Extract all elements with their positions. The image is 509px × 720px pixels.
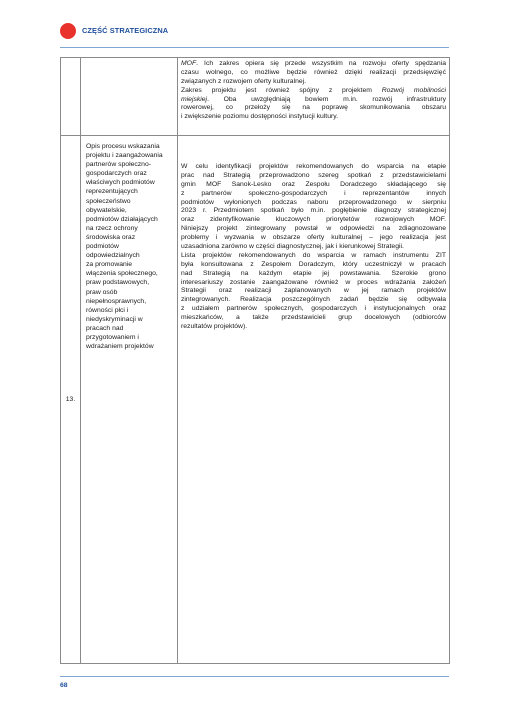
label-line: równości płci i xyxy=(86,306,129,314)
text-run: . Oba uwzględniają bowiem m.in. rozwój infrastruktury xyxy=(207,95,446,103)
paragraph-line xyxy=(181,87,446,96)
paragraph-line xyxy=(181,243,446,252)
text-run: Zakres projektu jest również spójny z projektem xyxy=(181,86,382,94)
label-line: odpowiedzialnych xyxy=(86,252,140,260)
text-run: W celu identyfikacji projektów rekomendowanych do wsparcia na etapie xyxy=(181,163,446,170)
text-run: Lista projektów rekomendowanych do wsparcia w ramach instrumentu ZIT xyxy=(181,251,446,259)
text-run: 2023 r. Przedmiotem spotkań było m.in. pogłębienie diagnozy strategicznej xyxy=(181,207,446,215)
text-run: z partnerów społeczno-gospodarczych i reprezentantów innych xyxy=(181,189,446,197)
row-number: 13. xyxy=(61,136,81,664)
paragraph-line xyxy=(181,104,446,113)
text-run: podmiotów wyłonionych podczas naboru przeprowadzonego w sierpniu xyxy=(181,198,446,206)
paragraph-line xyxy=(181,207,446,216)
text-run: . Ich zakres opiera się przede wszystkim na rozwoju oferty spędzania xyxy=(196,60,446,67)
label-line: za promowanie xyxy=(86,261,133,269)
row-description xyxy=(178,58,450,136)
paragraph-line xyxy=(181,305,446,314)
paragraph-line xyxy=(181,225,446,234)
label-line: niepełnosprawnych, xyxy=(86,297,147,305)
label-line: przygotowaniem i xyxy=(86,333,139,341)
label-line: niedyskryminacji w xyxy=(86,315,143,323)
label-line: włączenia społecznego, xyxy=(86,270,158,278)
row-description xyxy=(178,136,450,664)
paragraph-line xyxy=(181,216,446,225)
text-run: z udziałem partnerów społecznych, gospodarczych i instytucjonalnych oraz xyxy=(181,305,446,313)
label-line: na rzecz ochrony xyxy=(86,224,138,232)
text-run: zintegrowanych. Realizacja poszczególnych zadań będzie się odbywała xyxy=(181,296,446,304)
paragraph-line xyxy=(181,279,446,288)
paragraph-line xyxy=(181,287,446,296)
table-row xyxy=(61,58,450,136)
label-line: środowiska oraz xyxy=(86,233,136,241)
text-run: była konsultowana z Zespołem Doradczym, który uczestniczył w pracach xyxy=(181,260,446,268)
paragraph-line xyxy=(181,314,446,323)
paragraph-line xyxy=(181,96,446,105)
label-line: projektu i zaangażowania xyxy=(86,152,163,160)
row-number xyxy=(61,58,81,136)
text-run: problemy i wyzwania w obszarze oferty kulturalnej – jego realizacja jest xyxy=(181,234,446,242)
label-line: właściwych podmiotów xyxy=(86,179,155,187)
text-run: prac nad Strategią przeprowadzono szereg spotkań z przedstawicielami xyxy=(181,171,446,179)
italic-text: Rozwój mobilności xyxy=(381,86,446,94)
header-divider xyxy=(60,47,449,48)
text-run: oraz zidentyfikowanie kluczowych priorytetów rozwojowych MOF. xyxy=(181,216,446,224)
logo-circle-icon xyxy=(60,23,76,39)
text-run: uzasadniona zarówno w części diagnostycznej, jak i kierunkowej Strategii. xyxy=(181,243,404,251)
label-line: podmiotów działających xyxy=(86,215,158,223)
label-line: pracach nad xyxy=(86,324,124,332)
paragraph-line xyxy=(181,113,446,122)
label-line: praw osób xyxy=(86,288,118,296)
paragraph-line xyxy=(181,234,446,243)
text-run: mieszkańców, a także przedstawicieli grup docelowych (odbiorców xyxy=(181,314,446,322)
text-run: rowerowej, co przełoży się na poprawę skomunikowania obszaru xyxy=(181,104,446,112)
paragraph-line xyxy=(181,181,446,190)
label-line: praw podstawowych, xyxy=(86,279,150,287)
label-line: partnerów społeczno- xyxy=(86,161,151,169)
text-run: Niniejszy projekt zintegrowany powstał w odpowiedzi na zdiagnozowane xyxy=(181,225,446,233)
label-line: podmiotów xyxy=(86,243,119,251)
table-row xyxy=(61,136,450,664)
paragraph-line xyxy=(181,60,446,69)
row-label xyxy=(81,58,178,136)
footer-divider xyxy=(60,676,449,677)
paragraph-line xyxy=(181,163,446,172)
text-run: nad Strategią na każdym etapie jej powstawania. Szerokie grono xyxy=(181,269,446,277)
label-line: społeczeństwo xyxy=(86,197,131,205)
text-run: interesariuszy zostanie zaangażowane również w proces wdrażania założeń xyxy=(181,278,446,286)
text-run: i zwiększenie poziomu dostępności instytucji kultury. xyxy=(181,113,339,121)
section-title: CZĘŚĆ STRATEGICZNA xyxy=(82,26,169,35)
row-label xyxy=(81,136,178,664)
label-line: Opis procesu wskazania xyxy=(86,143,160,150)
page-number: 68 xyxy=(60,682,68,689)
paragraph-line xyxy=(181,261,446,270)
text-run: Strategii oraz realizacji zaplanowanych w jej ramach projektów xyxy=(181,287,446,295)
paragraph-line xyxy=(181,78,446,87)
project-table xyxy=(60,57,450,664)
label-line: obywatelskie, xyxy=(86,206,127,214)
paragraph-line xyxy=(181,323,446,332)
text-run: rezultatów projektów). xyxy=(181,323,248,331)
paragraph-line xyxy=(181,199,446,208)
label-line: wdrażaniem projektów xyxy=(86,343,154,351)
paragraph-line xyxy=(181,252,446,261)
paragraph-line xyxy=(181,69,446,78)
label-line: reprezentujących xyxy=(86,188,138,196)
text-run: czasu wolnego, co możliwe będzie również dzięki realizacji przedsięwzięć xyxy=(181,68,446,76)
paragraph-line xyxy=(181,172,446,181)
paragraph-line xyxy=(181,296,446,305)
paragraph-line xyxy=(181,270,446,279)
label-line: gospodarczych oraz xyxy=(86,170,147,178)
text-run: gmin MOF Sanok-Lesko oraz Zespołu Doradczego składającego się xyxy=(181,180,446,188)
paragraph-line xyxy=(181,190,446,199)
text-run: związanych z rozwojem oferty kulturalnej. xyxy=(181,77,307,85)
italic-text: miejskiej xyxy=(181,95,208,103)
italic-text: MOF xyxy=(181,60,197,67)
